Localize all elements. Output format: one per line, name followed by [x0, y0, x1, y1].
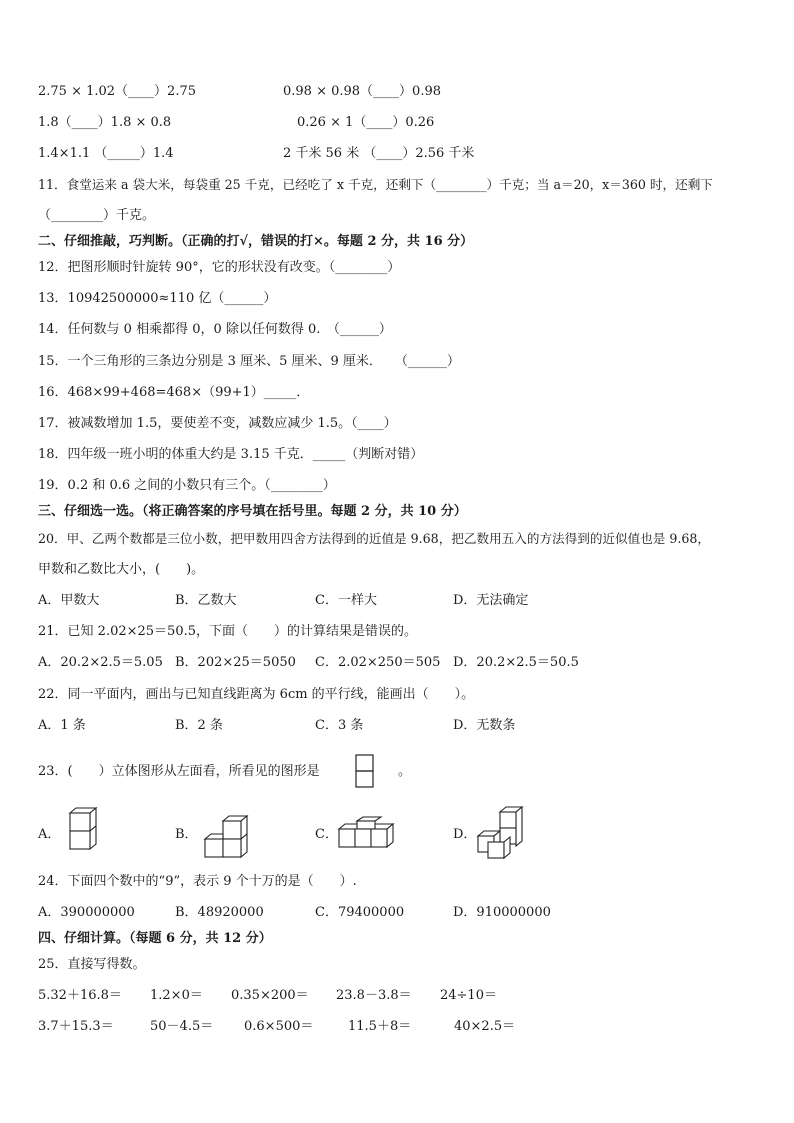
calc-r1-2: 1.2×0＝ — [150, 988, 203, 1003]
question-24-stem: 24．下面四个数中的“9”，表示 9 个十万的是（ ）. — [38, 874, 357, 889]
calc-r1-5: 24÷10＝ — [440, 988, 497, 1003]
question-23-option-c: C． — [315, 827, 338, 842]
question-22-option-b: B．2 条 — [175, 718, 223, 733]
question-19: 19．0.2 和 0.6 之间的小数只有三个。（________） — [38, 478, 336, 493]
question-24-option-b: B．48920000 — [175, 905, 264, 920]
question-18: 18．四年级一班小明的体重大约是 3.15 千克．_____（判断对错） — [38, 447, 424, 462]
question-15: 15．一个三角形的三条边分别是 3 厘米、5 厘米、9 厘米． （______） — [38, 354, 460, 369]
question-22-stem: 22．同一平面内，画出与已知直线距离为 6cm 的平行线，能画出（ ）。 — [38, 687, 475, 702]
compare-1-right: 0.98 × 0.98（____）0.98 — [283, 84, 441, 99]
question-22-option-d: D．无数条 — [453, 718, 516, 733]
question-24-option-d: D．910000000 — [453, 905, 551, 920]
question-23-option-b: B． — [175, 827, 198, 842]
calc-r2-4: 11.5＋8＝ — [348, 1019, 412, 1034]
question-17: 17．被减数增加 1.5，要使差不变，减数应减少 1.5。（____） — [38, 416, 397, 431]
question-20-option-c: C．一样大 — [315, 593, 377, 608]
question-23-option-a: A． — [38, 827, 61, 842]
cube-stack-option-d — [476, 806, 526, 860]
question-21-option-d: D．20.2×2.5＝50.5 — [453, 655, 579, 670]
question-20-line1: 20．甲、乙两个数都是三位小数，把甲数用四舍方法得到的近值是 9.68，把乙数用五入的方法得到的近似值也是 9.68， — [38, 531, 711, 546]
compare-1-left: 2.75 × 1.02（____）2.75 — [38, 84, 196, 99]
compare-3-right: 2 千米 56 米 （____）2.56 千米 — [283, 146, 475, 161]
question-22-option-a: A．1 条 — [38, 718, 86, 733]
calc-r2-5: 40×2.5＝ — [454, 1019, 516, 1034]
question-20-option-a: A．甲数大 — [38, 593, 100, 608]
calc-r1-1: 5.32＋16.8＝ — [38, 988, 122, 1003]
calc-r2-1: 3.7＋15.3＝ — [38, 1019, 114, 1034]
question-21-option-a: A．20.2×2.5＝5.05 — [38, 655, 163, 670]
question-14: 14．任何数与 0 相乘都得 0，0 除以任何数得 0. （______） — [38, 322, 392, 337]
calc-r1-3: 0.35×200＝ — [231, 988, 309, 1003]
cube-stack-option-a — [64, 807, 98, 857]
question-16: 16．468×99+468=468×（99+1）_____． — [38, 385, 310, 400]
section-2-heading: 二、仔细推敲，巧判断。（正确的打√，错误的打×。每题 2 分，共 16 分） — [38, 234, 474, 249]
left-view-figure — [355, 754, 375, 790]
question-23-stem-end: 。 — [398, 764, 412, 779]
question-20-line2: 甲数和乙数比大小，( )。 — [38, 562, 205, 577]
question-22-option-c: C．3 条 — [315, 718, 364, 733]
calc-r2-2: 50－4.5＝ — [150, 1019, 214, 1034]
question-23-stem: 23．( ）立体图形从左面看，所看见的图形是 — [38, 764, 320, 779]
compare-3-left: 1.4×1.1 （_____）1.4 — [38, 146, 174, 161]
section-4-heading: 四、仔细计算。（每题 6 分，共 12 分） — [38, 931, 272, 946]
calc-r2-3: 0.6×500＝ — [244, 1019, 314, 1034]
compare-2-right: 0.26 × 1（____）0.26 — [297, 115, 435, 130]
question-21-option-c: C．2.02×250＝505 — [315, 655, 441, 670]
question-25-stem: 25．直接写得数。 — [38, 957, 146, 972]
question-21-stem: 21．已知 2.02×25＝50.5，下面（ ）的计算结果是错误的。 — [38, 624, 417, 639]
cube-stack-option-c — [337, 817, 397, 849]
question-24-option-a: A．390000000 — [38, 905, 135, 920]
question-21-option-b: B．202×25＝5050 — [175, 655, 296, 670]
compare-2-left: 1.8（____）1.8 × 0.8 — [38, 115, 172, 130]
question-11-line2: （________）千克。 — [38, 208, 156, 223]
cube-stack-option-b — [203, 815, 249, 857]
question-23-option-d: D． — [453, 827, 477, 842]
question-12: 12．把图形顺时针旋转 90°，它的形状没有改变。（________） — [38, 260, 401, 275]
section-3-heading: 三、仔细选一选。（将正确答案的序号填在括号里。每题 2 分，共 10 分） — [38, 504, 467, 519]
calc-r1-4: 23.8－3.8＝ — [336, 988, 412, 1003]
question-20-option-b: B．乙数大 — [175, 593, 237, 608]
question-24-option-c: C．79400000 — [315, 905, 405, 920]
question-13: 13．10942500000≈110 亿（______） — [38, 291, 277, 306]
question-11-line1: 11．食堂运来 a 袋大米，每袋重 25 千克，已经吃了 x 千克，还剩下（________）千克；当 a＝20，x＝360 时，还剩下 — [38, 177, 713, 192]
question-20-option-d: D．无法确定 — [453, 593, 529, 608]
